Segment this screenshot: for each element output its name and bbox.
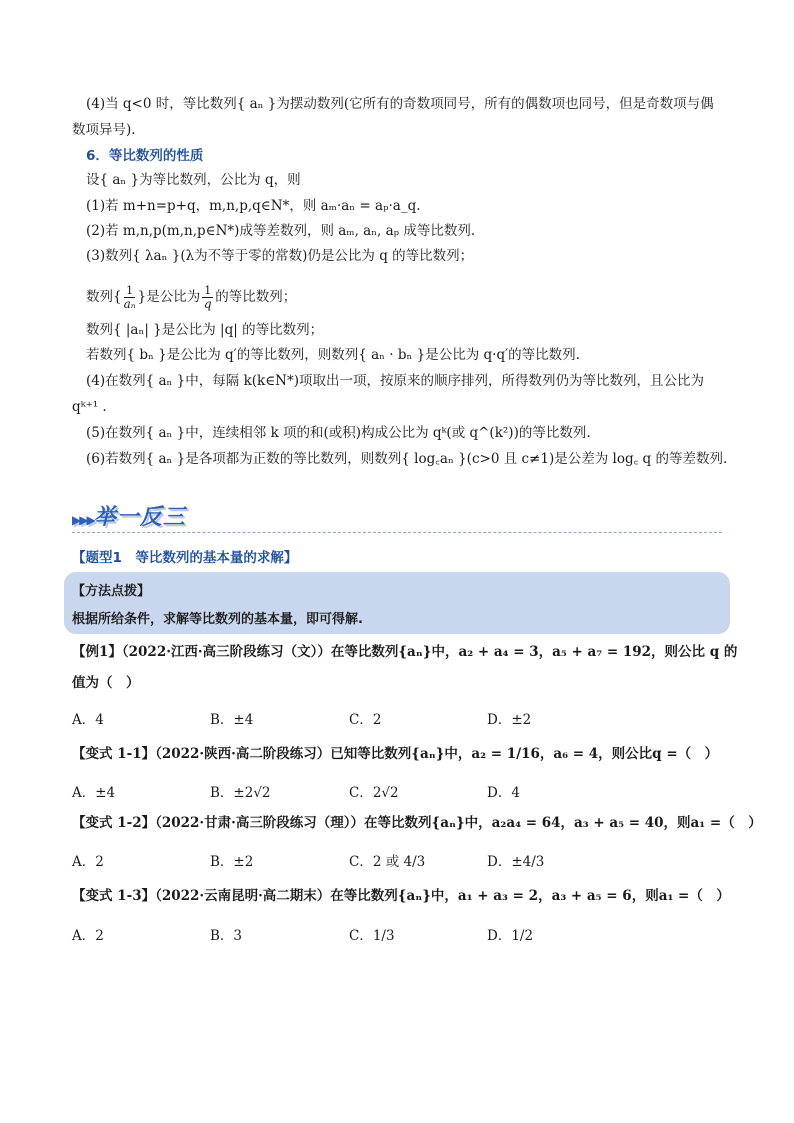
- variant-1-3-option-c: C．1/3: [349, 928, 395, 944]
- property-item-3d: 若数列{ bₙ }是公比为 q′的等比数列，则数列{ aₙ · bₙ }是公比为 q·q′的等比数列.: [86, 347, 580, 363]
- example-1-question-line2: 值为（ ）: [72, 675, 140, 691]
- fraction-numerator: 1: [204, 283, 212, 297]
- variant-1-1-option-b: B．±2√2: [210, 785, 271, 801]
- property-item-3a: (3)数列{ λaₙ }(λ为不等于零的常数)仍是公比为 q 的等比数列；: [86, 248, 474, 264]
- tip-text: 根据所给条件，求解等比数列的基本量，即可得解.: [72, 612, 363, 627]
- property-item-1: (1)若 m+n=p+q，m,n,p,q∈N*，则 aₘ·aₙ = aₚ·a_q.: [86, 198, 421, 214]
- section-6-title: 6．等比数列的性质: [86, 148, 204, 164]
- topic-title: 【题型1 等比数列的基本量的求解】: [72, 550, 298, 566]
- example-1-option-a: A．4: [72, 712, 104, 728]
- property-item-4-line1: (4)在数列{ aₙ }中，每隔 k(k∈N*)项取出一项，按原来的顺序排列，所得数列仍为等比数列，且公比为: [86, 373, 705, 389]
- property-item-6: (6)若数列{ aₙ }是各项都为正数的等比数列，则数列{ log꜀aₙ }(c>0 且 c≠1)是公差为 log꜀ q 的等差数列.: [86, 451, 728, 467]
- item-3b-mid: }是公比为: [137, 289, 201, 305]
- variant-1-1-option-a: A．±4: [72, 785, 116, 801]
- variant-1-3-option-a: A．2: [72, 928, 104, 944]
- fraction-1-over-an: [124, 285, 136, 310]
- example-1-question-line1: 【例1】（2022·江西·高三阶段练习（文））在等比数列{aₙ}中，a₂ + a₄ = 3，a₅ + a₇ = 192，则公比 q 的: [72, 644, 738, 660]
- property-4-line2: 数项异号).: [72, 122, 136, 138]
- variant-1-1-question: 【变式 1-1】（2022·陕西·高二阶段练习）已知等比数列{aₙ}中，a₂ = 1/16，a₆ = 4，则公比q =（ ）: [72, 746, 719, 762]
- variant-1-1-option-c: C．2√2: [349, 785, 399, 801]
- section-banner: [72, 500, 202, 534]
- banner-divider: [72, 532, 722, 533]
- example-1-option-c: C．2: [349, 712, 382, 728]
- variant-1-2-option-a: A．2: [72, 854, 104, 870]
- fraction-numerator: 1: [126, 283, 134, 297]
- property-4-line1: (4)当 q<0 时，等比数列{ aₙ }为摆动数列(它所有的奇数项同号，所有的偶数项也同号，但是奇数项与偶: [86, 96, 714, 112]
- fraction-1-over-q: [202, 285, 213, 310]
- variant-1-2-option-b: B．±2: [210, 854, 254, 870]
- item-3b-pre: 数列{: [86, 289, 122, 305]
- variant-1-2-question: 【变式 1-2】（2022·甘肃·高三阶段练习（理））在等比数列{aₙ}中，a₂a₄ = 64，a₃ + a₅ = 40，则a₁ =（ ）: [72, 815, 762, 831]
- variant-1-2-option-c: C．2 或 4/3: [349, 854, 426, 870]
- section-6-intro: 设{ aₙ }为等比数列，公比为 q，则: [86, 172, 301, 188]
- fraction-denominator: aₙ: [123, 296, 136, 311]
- item-3b-post: 的等比数列；: [215, 289, 297, 305]
- property-item-5: (5)在数列{ aₙ }中，连续相邻 k 项的和(或积)构成公比为 qᵏ(或 q^(k²))的等比数列.: [86, 425, 591, 441]
- variant-1-3-option-d: D．1/2: [487, 928, 534, 944]
- variant-1-1-option-d: D．4: [487, 785, 520, 801]
- banner-arrows-icon: ▶▶▶: [72, 513, 94, 527]
- variant-1-2-option-d: D．±4/3: [487, 854, 545, 870]
- property-item-3c: 数列{ |aₙ| }是公比为 |q| 的等比数列；: [86, 322, 324, 338]
- variant-1-3-option-b: B．3: [210, 928, 243, 944]
- example-1-option-b: B．±4: [210, 712, 254, 728]
- variant-1-3-question: 【变式 1-3】（2022·云南昆明·高二期末）在等比数列{aₙ}中，a₁ + a₃ = 2，a₃ + a₅ = 6，则a₁ =（ ）: [72, 888, 730, 904]
- property-item-4-line2: qᵏ⁺¹ .: [72, 399, 107, 415]
- property-item-2: (2)若 m,n,p(m,n,p∈N*)成等差数列，则 aₘ, aₙ, aₚ 成等比数列.: [86, 223, 476, 239]
- method-tip-box: [64, 572, 730, 634]
- example-1-option-d: D．±2: [487, 712, 532, 728]
- tip-title: 【方法点拨】: [72, 584, 151, 599]
- banner-title: 举一反三: [93, 505, 186, 530]
- property-item-3b: [86, 282, 296, 312]
- fraction-denominator: q: [203, 296, 212, 311]
